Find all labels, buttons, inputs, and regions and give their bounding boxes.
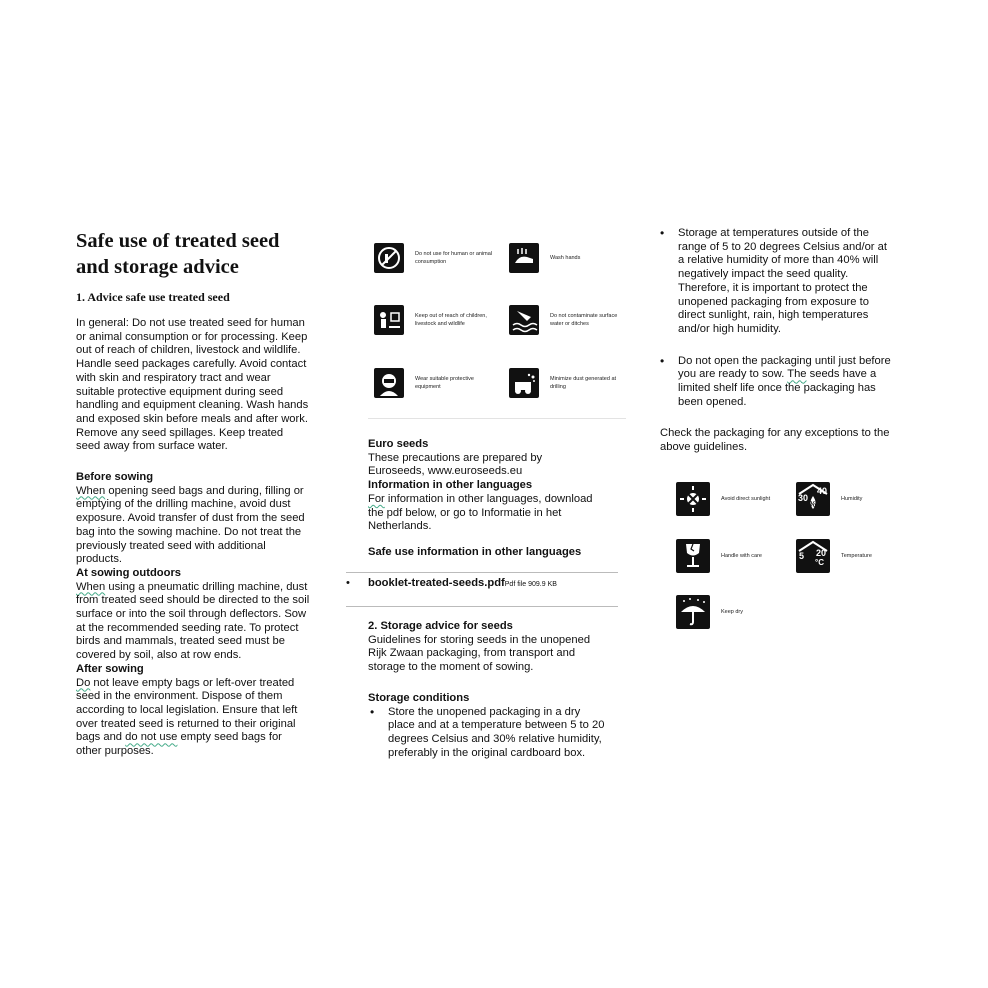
list-item (366, 706, 624, 761)
text-line: exposure. Avoid transfer of dust from the seed (76, 512, 305, 525)
text-line: covered by soil, also at row ends. (76, 649, 242, 662)
text-line: seed in the environment. Dispose of them (76, 690, 283, 703)
text-line: direct sunlight, rain, high temperatures (678, 309, 869, 322)
text-span: you are ready to sow. (678, 368, 788, 381)
list-item (656, 227, 918, 337)
pictogram-label: Handle with care (721, 553, 762, 559)
text-line: negatively impact the seed quality. (678, 268, 849, 281)
text-line: birds and mammals, treated seed must be (76, 635, 285, 648)
text-word: When (76, 580, 106, 593)
keep-dry-icon (676, 595, 710, 629)
text-line: Handle seed packages carefully. Avoid contact (76, 358, 307, 371)
text-line: Check the packaging for any exceptions to the (660, 427, 890, 440)
subheading: Euro seeds (368, 438, 429, 450)
humidity-unit: % (809, 500, 817, 509)
storage-pictogram (796, 482, 901, 516)
bullet-marker: • (346, 577, 350, 589)
pictogram-label: Keep out of reach of children, livestock and wildlife (415, 313, 487, 327)
text-line: according to local legislation. Ensure that left (76, 703, 298, 716)
pictogram-label: Wash hands (550, 255, 581, 261)
safety-pictogram (509, 243, 628, 273)
text-line: the pdf below, or go to Informatie in het (368, 506, 562, 519)
divider (346, 572, 618, 573)
text-line: Netherlands. (368, 520, 432, 533)
text-line: Guidelines for storing seeds in the unopened (368, 633, 591, 646)
wash-hands-icon (509, 243, 539, 273)
text-line: emptying of the drilling machine, avoid dust (76, 498, 291, 511)
text-line: Euroseeds, www.euroseeds.eu (368, 465, 523, 478)
text-line: place and at a temperature between 5 to 20 (388, 719, 605, 732)
text-line: other purposes. (76, 745, 154, 758)
text-line (76, 485, 338, 499)
safety-pictogram (374, 368, 493, 398)
text-word: The (787, 368, 807, 381)
text-line: with skin and respiratory tract and wear (76, 371, 271, 384)
text-line: In general: Do not use treated seed for human (76, 317, 305, 329)
safety-pictogram (374, 305, 493, 335)
text-line: above guidelines. (660, 441, 748, 454)
text-line: and/or high humidity. (678, 322, 782, 335)
column-info (368, 438, 624, 560)
text-span: using a pneumatic drilling machine, dust (105, 580, 308, 593)
list-item (656, 355, 918, 410)
text-line: These precautions are prepared by (368, 451, 543, 464)
text-line: unopened packaging from exposure to (678, 295, 869, 308)
title-line: and storage advice (76, 256, 239, 278)
text-line: from treated seed should be directed to the soil (76, 594, 310, 607)
text-line: degrees Celsius and 30% relative humidity, (388, 732, 602, 745)
subheading: Safe use information in other languages (368, 545, 582, 558)
column-safe-use (76, 228, 338, 759)
title-line: Safe use of treated seed (76, 230, 280, 252)
subheading: At sowing outdoors (76, 566, 182, 579)
check-note (660, 427, 918, 454)
text-line: seed away from surface water. (76, 440, 228, 453)
subheading: Storage conditions (368, 691, 470, 704)
pictogram-label: Do not contaminate surface water or ditches (550, 313, 618, 327)
safety-pictogram (509, 368, 628, 398)
section-heading: 2. Storage advice for seeds (368, 620, 513, 632)
divider (346, 606, 618, 607)
humidity-max: 40 (817, 486, 828, 496)
storage-advice (368, 620, 624, 760)
storage-pictogram (676, 595, 781, 629)
pictogram-label: Keep dry (721, 609, 744, 615)
text-line: products. (76, 553, 123, 566)
humidity-min: 30 (798, 493, 809, 503)
text-line: out of reach of children, livestock and wildlife. (76, 344, 301, 357)
text-line: a relative humidity of more than 40% will (678, 254, 879, 267)
storage-pictogram (676, 539, 781, 573)
text-line: previously treated seed with additional (76, 539, 266, 552)
humidity-icon (796, 482, 830, 516)
pictogram-label: Do not use for human or animal consumption (415, 251, 493, 265)
text-line (76, 581, 338, 595)
divider (368, 418, 626, 419)
text-line (76, 677, 338, 691)
no-consumption-icon (374, 243, 404, 273)
text-line: or animal consumption or for processing. Keep (76, 330, 308, 343)
text-line: preferably in the original cardboard box. (388, 746, 586, 759)
storage-pictogram (676, 482, 781, 516)
temperature-max: 20 (816, 548, 827, 558)
text-line: range of 5 to 20 degrees Celsius and/or at (678, 240, 887, 253)
pictogram-label: Avoid direct sunlight (721, 496, 771, 502)
temperature-unit: °C (815, 558, 824, 567)
file-meta: Pdf file 909.9 KB (504, 581, 557, 588)
text-line: Rijk Zwaan packaging, from transport and (368, 647, 576, 660)
avoid-sunlight-icon (676, 482, 710, 516)
subheading: Before sowing (76, 471, 154, 484)
storage-pictogram (796, 539, 901, 573)
no-water-contamination-icon (509, 305, 539, 335)
text-span: bags and (76, 731, 126, 744)
text-line: • Store the unopened packaging in a dry (388, 705, 581, 718)
column-storage (656, 227, 918, 455)
text-word: do not use (125, 731, 178, 744)
text-span: opening seed bags and during, filling or (105, 484, 304, 497)
file-name[interactable]: booklet-treated-seeds.pdf (368, 577, 505, 589)
text-line: suitable protective equipment during seed (76, 385, 284, 398)
subheading: Information in other languages (368, 479, 533, 492)
protective-equipment-icon (374, 368, 404, 398)
text-line: • Storage at temperatures outside of the (678, 227, 869, 239)
pictogram-label: Wear suitable protective equipment (415, 376, 474, 390)
page-title (76, 228, 338, 280)
temperature-min: 5 (799, 551, 805, 561)
text-line: • Do not open the packaging until just before (678, 354, 891, 367)
text-word: For (368, 492, 385, 505)
text-line: Therefore, it is important to protect the (678, 281, 868, 294)
text-line (368, 493, 624, 507)
file-download-link[interactable] (346, 577, 618, 589)
text-line: bag into the sowing machine. Do not treat the (76, 525, 302, 538)
text-word: When (76, 484, 106, 497)
keep-away-children-icon (374, 305, 404, 335)
handle-with-care-icon (676, 539, 710, 573)
pictogram-label: Humidity (841, 496, 863, 502)
text-line (678, 368, 918, 382)
pictogram-label: Minimize dust generated at drilling (550, 376, 617, 390)
minimize-dust-icon (509, 368, 539, 398)
text-line: Remove any seed spillages. Keep treated (76, 426, 284, 439)
text-span: seeds have a (806, 368, 877, 381)
pictogram-label: Temperature (841, 553, 872, 559)
text-line: handling and equipment cleaning. Wash hands (76, 399, 309, 412)
text-line: over treated seed is returned to their original (76, 717, 296, 730)
text-line: at the recommended seeding rate. To protect (76, 621, 299, 634)
text-line: and exposed skin before meals and after work. (76, 412, 308, 425)
intro-paragraph (76, 317, 338, 454)
before-sowing-section (76, 471, 338, 759)
safety-pictogram (509, 305, 628, 335)
text-line: surface or into the soil through deflectors. Sow (76, 608, 307, 621)
text-line: limited shelf life once the packaging has (678, 382, 876, 395)
text-span: empty seed bags for (177, 731, 282, 744)
text-span: information in other languages, download (384, 492, 593, 505)
text-line (76, 731, 338, 745)
section-heading: 1. Advice safe use treated seed (76, 290, 230, 304)
text-word: Do (76, 676, 91, 689)
safety-pictogram (374, 243, 493, 273)
text-line: storage to the moment of sowing. (368, 661, 534, 674)
temperature-icon (796, 539, 830, 573)
text-line: been opened. (678, 395, 747, 408)
subheading: After sowing (76, 662, 144, 675)
text-span: not leave empty bags or left-over treated (90, 676, 295, 689)
